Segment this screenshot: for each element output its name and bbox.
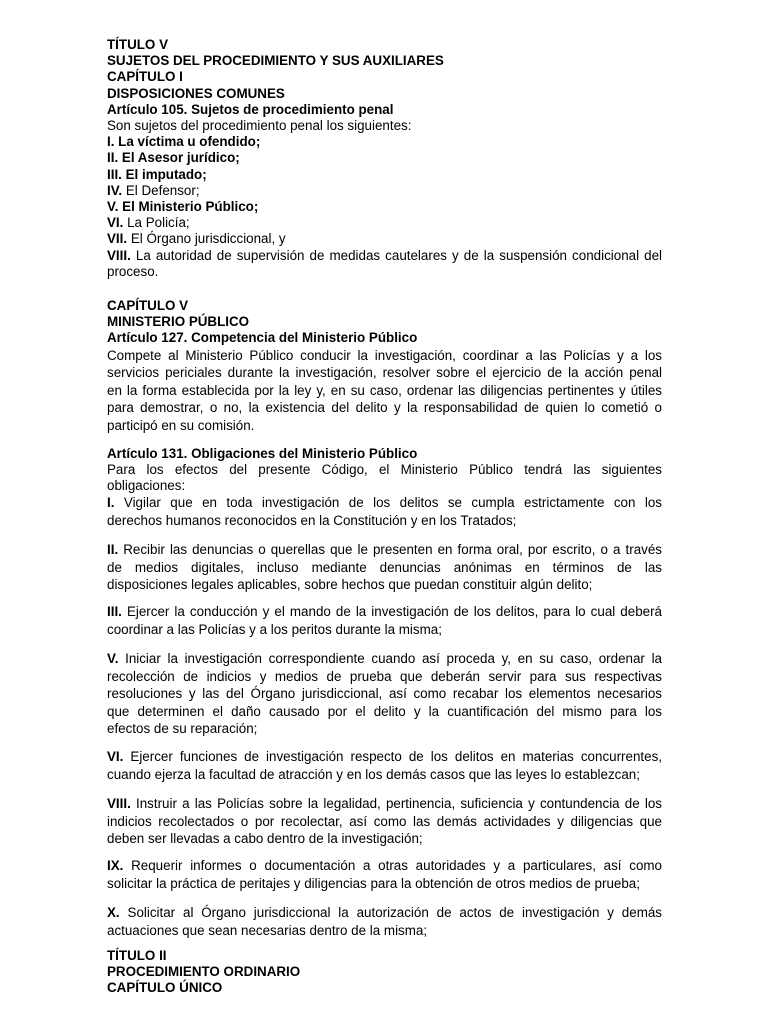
obligation-line [107,541,662,559]
obligation-line [107,857,662,875]
obligation-number: III. [107,604,122,619]
list-item-number: VII. [107,231,128,247]
list-item-text: El Asesor jurídico; [118,150,240,166]
obligation-text: Ejercer la conducción y el mando de la investigación de los delitos, para lo cual deberá [121,604,662,619]
list-item [107,231,662,247]
obligation-paragraph [107,494,662,529]
chapter-name: MINISTERIO PÚBLICO [107,314,250,330]
title-heading: TÍTULO V [107,37,168,52]
obligation-line: recolección de indicios y medios de prueba que deberán servir para sus respectivas [107,668,662,684]
obligation-line [107,650,662,668]
article-105-heading: Artículo 105. Sujetos de procedimiento penal [107,101,394,117]
obligation-line [107,494,662,512]
list-item-number: VIII. [107,247,131,263]
obligation-number: IX. [107,858,124,873]
list-item-number: II. [107,150,119,166]
section-titulo-v [107,37,662,280]
list-item-text: El Defensor; [122,182,200,198]
article-127-line: para demostrar, o no, la existencia del delito y la responsabilidad de quien lo cometió o [107,400,662,416]
obligation-line [107,904,662,922]
obligation-text: Solicitar al Órgano jurisdiccional la autorización de actos de investigación y demás [119,905,662,920]
title-heading: TÍTULO II [107,948,167,963]
obligation-line: indicios recolectados o por recolectar, así como las demás actividades y diligencias que [107,813,662,829]
obligation-line: de medios digitales, incluso mediante denuncias anónimas en términos de las [107,559,662,575]
list-item-8-line1 [107,248,662,264]
obligation-number: X. [107,905,120,920]
obligation-line [107,748,662,766]
list-item-number: III. [107,166,122,182]
list-item [107,183,662,199]
obligation-text: Ejercer funciones de investigación respecto de los delitos en materias concurrentes, [123,749,662,764]
list-item [107,199,662,215]
obligation-line: actuaciones que sean necesarias dentro de la misma; [107,922,428,938]
article-131-intro-line2: obligaciones: [107,478,186,494]
obligation-paragraph [107,748,662,783]
obligation-number: VIII. [107,796,131,811]
obligation-line: resoluciones y las del Órgano jurisdiccional, así como recabar los elementos necesarios [107,686,662,702]
obligation-line: coordinar a las Policías y a los peritos durante la misma; [107,621,442,637]
chapter-name: DISPOSICIONES COMUNES [107,85,285,101]
obligation-line [107,795,662,813]
article-127-line: Compete al Ministerio Público conducir la investigación, coordinar a las Policías y a los [107,347,662,363]
obligation-paragraph [107,541,662,594]
list-item-number: VI. [107,215,124,231]
obligation-line: cuando ejerza la facultad de atracción y en los demás casos que las leyes lo establezcan; [107,766,640,782]
subjects-list [107,134,662,247]
obligation-paragraph [107,904,662,939]
obligation-line: disposiciones legales aplicables, sobre hechos que puedan constituir algún delito; [107,577,593,593]
obligation-line: efectos de su reparación; [107,721,258,737]
obligation-number: II. [107,542,119,557]
obligation-line: derechos humanos reconocidos en la Constitución y en los Tratados; [107,512,517,528]
list-item-text: El Órgano jurisdiccional, y [127,231,286,247]
list-item-text: La autoridad de supervisión de medidas cautelares y de la suspensión condicional del [130,247,662,263]
list-item-text: El Ministerio Público; [118,199,259,215]
section-titulo-ii [107,948,662,997]
title-name: PROCEDIMIENTO ORDINARIO [107,964,301,980]
obligation-line: que determinen el daño causado por el delito y la cuantificación del mismo para los [107,703,662,719]
article-131 [107,446,662,495]
list-item [107,150,662,166]
list-item [107,134,662,150]
obligation-line: solicitar la práctica de peritajes y diligencias para la obtención de otros medios de prueba; [107,875,640,891]
list-item-8-line2: proceso. [107,263,159,279]
obligation-paragraph [107,857,662,892]
obligation-number: V. [107,651,119,666]
chapter-heading: CAPÍTULO V [107,298,189,313]
article-127-line: en la forma establecida por la ley y, en su caso, ordenar las diligencias pertinentes y útiles [107,382,662,398]
article-127-body [107,347,662,435]
chapter-heading: CAPÍTULO I [107,69,183,85]
obligation-text: Vigilar que en toda investigación de los delitos se cumpla estrictamente con los [114,495,662,510]
obligation-paragraph [107,603,662,638]
title-name: SUJETOS DEL PROCEDIMIENTO Y SUS AUXILIARES [107,53,444,69]
obligation-text: Instruir a las Policías sobre la legalidad, pertinencia, suficiencia y contundencia de los [130,796,662,811]
list-item [107,167,662,183]
obligation-line: deben ser llevadas a cabo dentro de la investigación; [107,831,423,847]
obligation-text: Requerir informes o documentación a otras autoridades y a particulares, así como [123,858,662,873]
list-item-number: IV. [107,182,123,198]
article-131-intro-line1: Para los efectos del presente Código, el Ministerio Público tendrá las siguientes [107,462,662,478]
obligation-paragraph [107,795,662,848]
list-item-text: La víctima u ofendido; [114,134,261,150]
list-item-number: I. [107,134,115,150]
article-131-heading: Artículo 131. Obligaciones del Ministerio Público [107,446,418,461]
obligation-line [107,603,662,621]
section-capitulo-v [107,298,662,435]
list-item [107,215,662,231]
chapter-heading: CAPÍTULO ÚNICO [107,980,223,996]
obligation-number: VI. [107,749,124,764]
obligation-text: Recibir las denuncias o querellas que le presenten en forma oral, por escrito, o a través [118,542,662,557]
article-127-line: servicios periciales durante la investigación, resolver sobre el ejercicio de la acción penal [107,365,662,381]
article-127-heading: Artículo 127. Competencia del Ministerio Público [107,330,418,346]
list-item-number: V. [107,199,119,215]
obligation-number: I. [107,495,115,510]
list-item-text: La Policía; [123,215,190,231]
article-105-intro: Son sujetos del procedimiento penal los siguientes: [107,118,412,134]
obligation-paragraph [107,650,662,738]
obligation-text: Iniciar la investigación correspondiente cuando así proceda y, en su caso, ordenar la [118,651,662,666]
list-item-text: El imputado; [121,166,207,182]
article-127-line: participó en su comisión. [107,417,255,433]
